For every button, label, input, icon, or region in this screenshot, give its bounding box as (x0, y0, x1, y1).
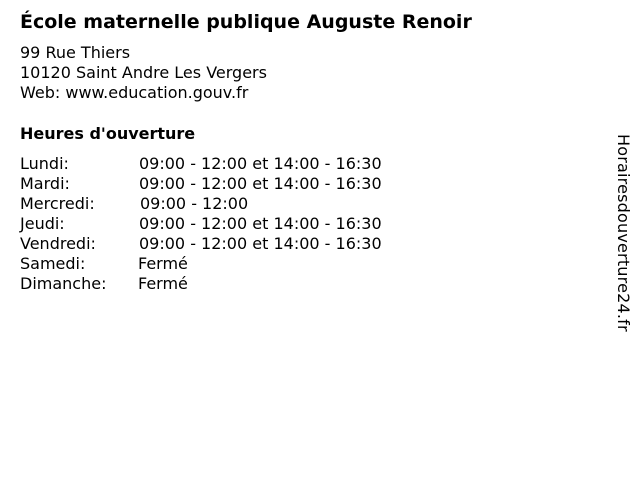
school-address (20, 43, 267, 103)
day-label: Lundi: (20, 154, 69, 173)
hours-value: Fermé (138, 274, 188, 293)
school-name: École maternelle publique Auguste Renoir (20, 11, 472, 33)
hours-value: 09:00 - 12:00 et 14:00 - 16:30 (139, 154, 382, 173)
city-address: 10120 Saint Andre Les Vergers (20, 63, 267, 82)
hours-value: 09:00 - 12:00 (140, 194, 249, 213)
watermark-text: Horairesdouverture24.fr (614, 134, 633, 332)
street-address: 99 Rue Thiers (20, 43, 131, 62)
opening-hours-heading: Heures d'ouverture (20, 124, 196, 143)
day-label: Mercredi: (20, 194, 95, 213)
site-watermark (611, 134, 635, 374)
day-label: Mardi: (20, 174, 70, 193)
website-text: Web: www.education.gouv.fr (20, 83, 249, 102)
day-label: Vendredi: (20, 234, 96, 253)
hours-value: 09:00 - 12:00 et 14:00 - 16:30 (139, 214, 382, 233)
hours-value: 09:00 - 12:00 et 14:00 - 16:30 (139, 174, 382, 193)
day-label: Samedi: (20, 254, 86, 273)
day-label: Jeudi: (20, 214, 65, 233)
hours-value: 09:00 - 12:00 et 14:00 - 16:30 (139, 234, 382, 253)
hours-value: Fermé (138, 254, 188, 273)
day-label: Dimanche: (20, 274, 107, 293)
